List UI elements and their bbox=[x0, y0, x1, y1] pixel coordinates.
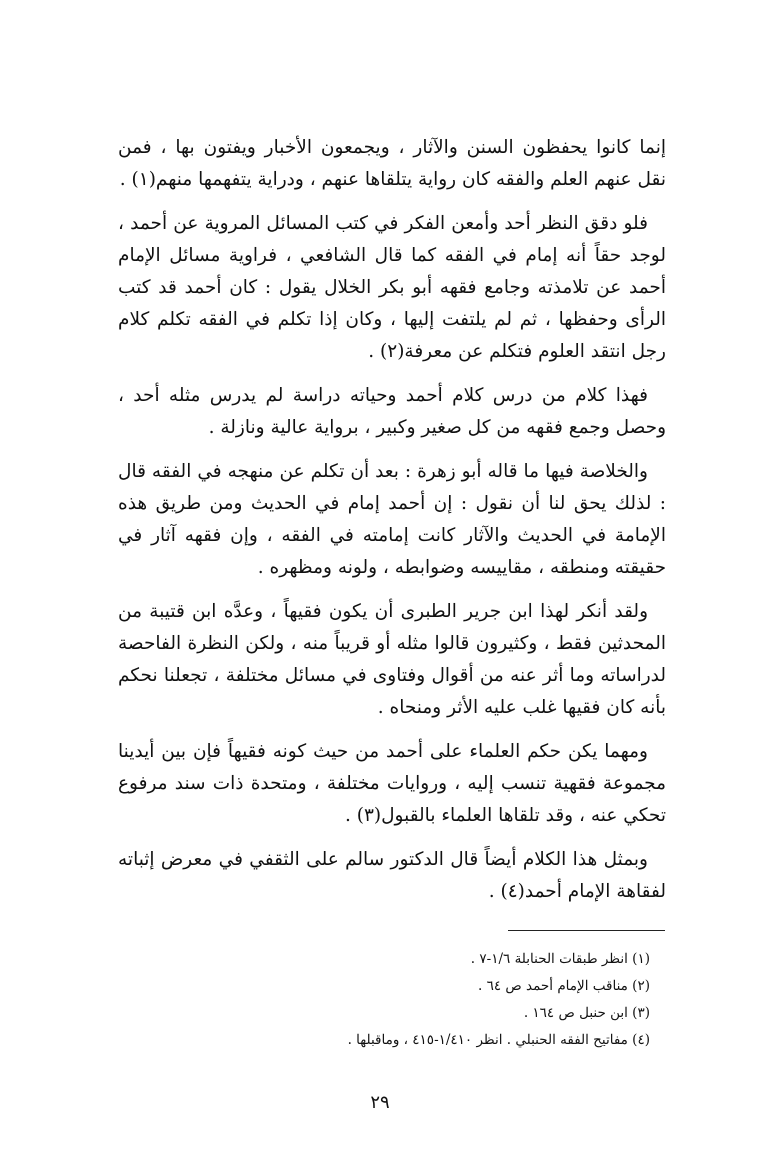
paragraph: ومهما يكن حكم العلماء على أحمد من حيث كونه فقيهاً فإن بين أيدينا مجموعة فقهية تنسب إليه ، وروايات مختلفة ، ومتحدة ذات سند مرفوع تحكي عنه ، وقد تلقاها العلماء بالقبول(٣) . bbox=[118, 741, 666, 826]
paragraph: فلو دقق النظر أحد وأمعن الفكر في كتب المسائل المروية عن أحمد ، لوجد حقاً أنه إمام في الفقه كما قال الشافعي ، فراوية مسائل الإمام أحمد عن تلامذته وجامع فقهه أبو بكر الخلال يقول : كان أحمد قد كتب الرأى وحفظها ، ثم لم يلتفت إليها ، وكان إذا تكلم في الفقه تكلم كلام رجل انتقد العلوم فتكلم عن معرفة(٢) . bbox=[118, 213, 666, 362]
paragraph: والخلاصة فيها ما قاله أبو زهرة : بعد أن تكلم عن منهجه في الفقه قال : لذلك يحق لنا أن نقول : إن أحمد إمام في الحديث ومن طريق هذه الإمامة في الحديث والآثار كانت إمامته في الفقه ، وإن فقهه آثار في حقيقته ومنطقه ، مقاييسه وضوابطه ، ولونه ومظهره . bbox=[118, 461, 666, 578]
footnotes bbox=[170, 946, 650, 1054]
footnote-item: (٢) مناقب الإمام أحمد ص ٦٤ . bbox=[478, 978, 650, 994]
page-number: ٢٩ bbox=[370, 1092, 390, 1113]
footnote-item: (٤) مفاتيح الفقه الحنبلي . انظر ١/٤١٠-٤١٥ ، وماقبلها . bbox=[347, 1032, 650, 1048]
paragraph: فهذا كلام من درس كلام أحمد وحياته دراسة لم يدرس مثله أحد ، وحصل وجمع فقهه من كل صغير وكبير ، برواية عالية ونازلة . bbox=[118, 385, 666, 438]
paragraph: وبمثل هذا الكلام أيضاً قال الدكتور سالم على الثقفي في معرض إثباته لفقاهة الإمام أحمد(٤) . bbox=[118, 849, 666, 902]
paragraph: إنما كانوا يحفظون السنن والآثار ، ويجمعون الأخبار ويفتون بها ، فمن نقل عنهم العلم والفقه كان رواية يتلقاها عنهم ، ودراية يتفهمها منهم(١) . bbox=[118, 137, 666, 190]
main-text bbox=[118, 132, 666, 920]
paragraph: ولقد أنكر لهذا ابن جرير الطبرى أن يكون فقيهاً ، وعدَّه ابن قتيبة من المحدثين فقط ، وكثيرون قالوا مثله أو قريباً منه ، ولكن النظرة الفاحصة لدراساته وما أثر عنه من أقوال وفتاوى في مسائل مختلفة ، تجعلنا نحكم بأنه كان فقيها غلب عليه الأثر ومنحاه . bbox=[118, 601, 666, 718]
footnote-item: (٣) ابن حنبل ص ١٦٤ . bbox=[523, 1005, 650, 1021]
footnote-item: (١) انظر طبقات الحنابلة ١/٦-٧ . bbox=[470, 951, 650, 967]
footnote-divider bbox=[508, 930, 665, 931]
